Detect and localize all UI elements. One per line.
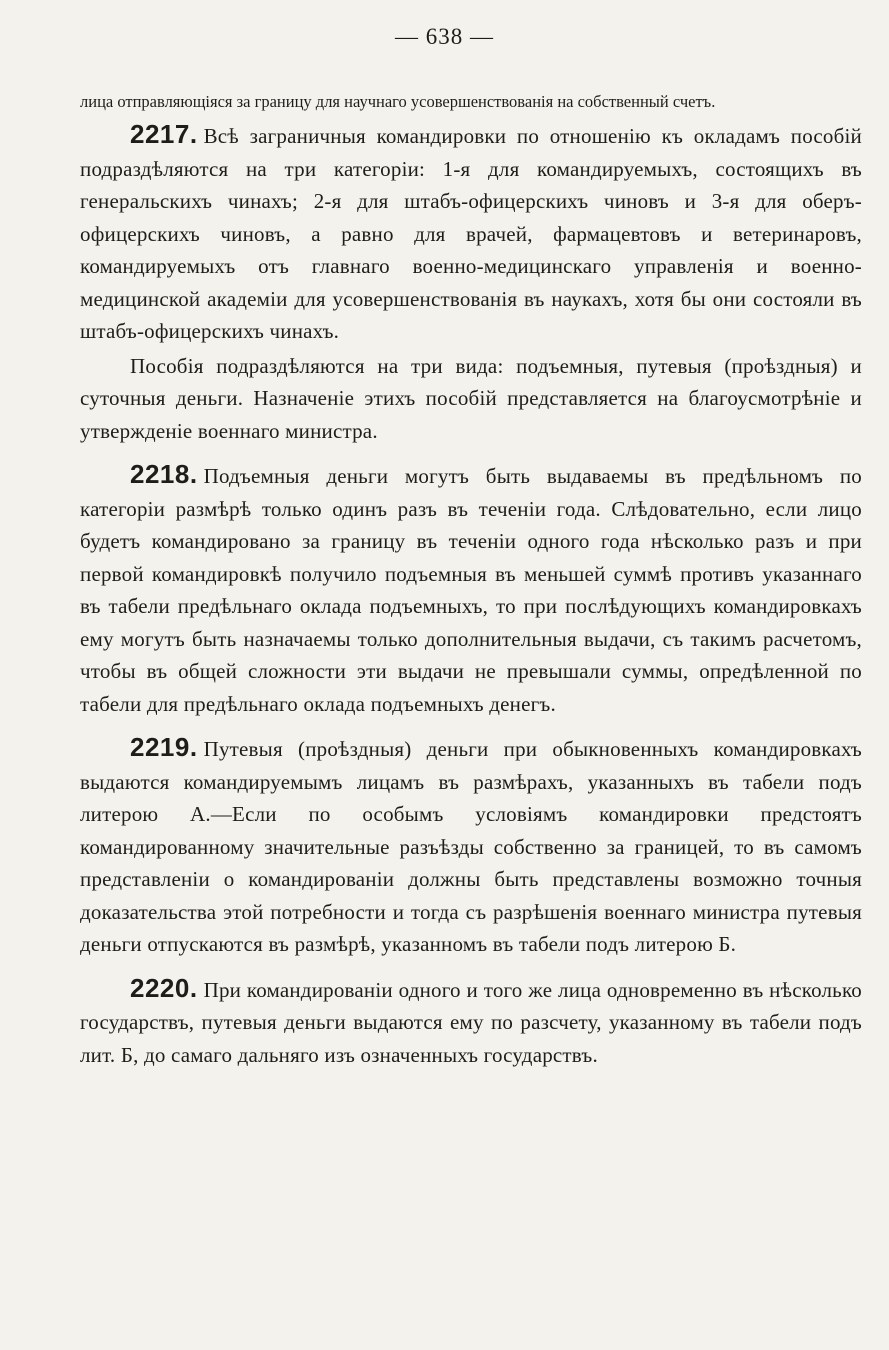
article-text: Подъемныя деньги могутъ быть выдаваемы въ предѣльномъ по категоріи размѣрѣ только одинъ разъ въ теченіи года. Слѣдовательно, если лицо будетъ командировано за границу въ теченіи одного года нѣсколько разъ и при первой командировкѣ получило подъемныя въ меньшей суммѣ противъ указаннаго въ табели предѣльнаго оклада подъемныхъ, то при послѣдующихъ командировкахъ ему могутъ быть назначаемы только дополнительныя выдачи, съ такимъ расчетомъ, чтобы въ общей сложности эти выдачи не превышали суммы, опредѣленной по табели для предѣльнаго оклада подъемныхъ денегъ. <box>80 464 862 716</box>
article-2217 <box>80 118 862 348</box>
article-2219 <box>80 731 862 961</box>
article-2220 <box>80 972 862 1072</box>
article-number: 2218. <box>130 459 198 489</box>
article-number: 2220. <box>130 972 198 1003</box>
article-text: Пособія подраздѣляются на три вида: подъемныя, путевыя (проѣздныя) и суточныя деньги. Назначеніе этихъ пособій представляется на благоусмотрѣніе и утвержденіе военнаго министра. <box>80 353 862 443</box>
intro-fragment: лица отправляющіяся за границу для научнаго усовершенствованія на собственный счетъ. <box>80 92 716 111</box>
article-number: 2217. <box>130 119 198 149</box>
article-text: При командированіи одного и того же лица одновременно въ нѣсколько государствъ, путевыя деньги выдаются ему по разсчету, указанному въ табели подъ лит. Б, до самаго дальняго изъ означенныхъ государствъ. <box>80 977 862 1067</box>
article-number: 2219. <box>130 732 198 762</box>
article-2217-continuation <box>80 350 862 448</box>
page-text <box>80 88 862 1071</box>
page-number: — 638 — <box>395 24 494 49</box>
article-2218 <box>80 458 862 720</box>
article-text: Путевыя (проѣздныя) деньги при обыкновенныхъ командировкахъ выдаются командируемымъ лицамъ въ размѣрахъ, указанныхъ въ табели подъ литерою А.—Если по особымъ условіямъ командировки предстоятъ командированному значительные разъѣзды собственно за границей, то въ самомъ представленіи о командированіи должны быть представлены возможно точныя доказательства этой потребности и тогда съ разрѣшенія военнаго министра путевыя деньги отпускаются въ размѣрѣ, указанномъ въ табели подъ литерою Б. <box>80 737 862 956</box>
article-text: Всѣ заграничныя командировки по отношенію къ окладамъ пособій подраздѣляются на три категоріи: 1-я для командируемыхъ, состоящихъ въ генеральскихъ чинахъ; 2-я для штабъ-офицерскихъ чиновъ и 3-я для оберъ-офицерскихъ чиновъ, а равно для врачей, фармацевтовъ и ветеринаровъ, командируемыхъ отъ главнаго военно-медицинскаго управленія и военно-медицинской академіи для усовершенствованія въ наукахъ, хотя бы они состояли въ штабъ-офицерскихъ чинахъ. <box>80 124 862 343</box>
